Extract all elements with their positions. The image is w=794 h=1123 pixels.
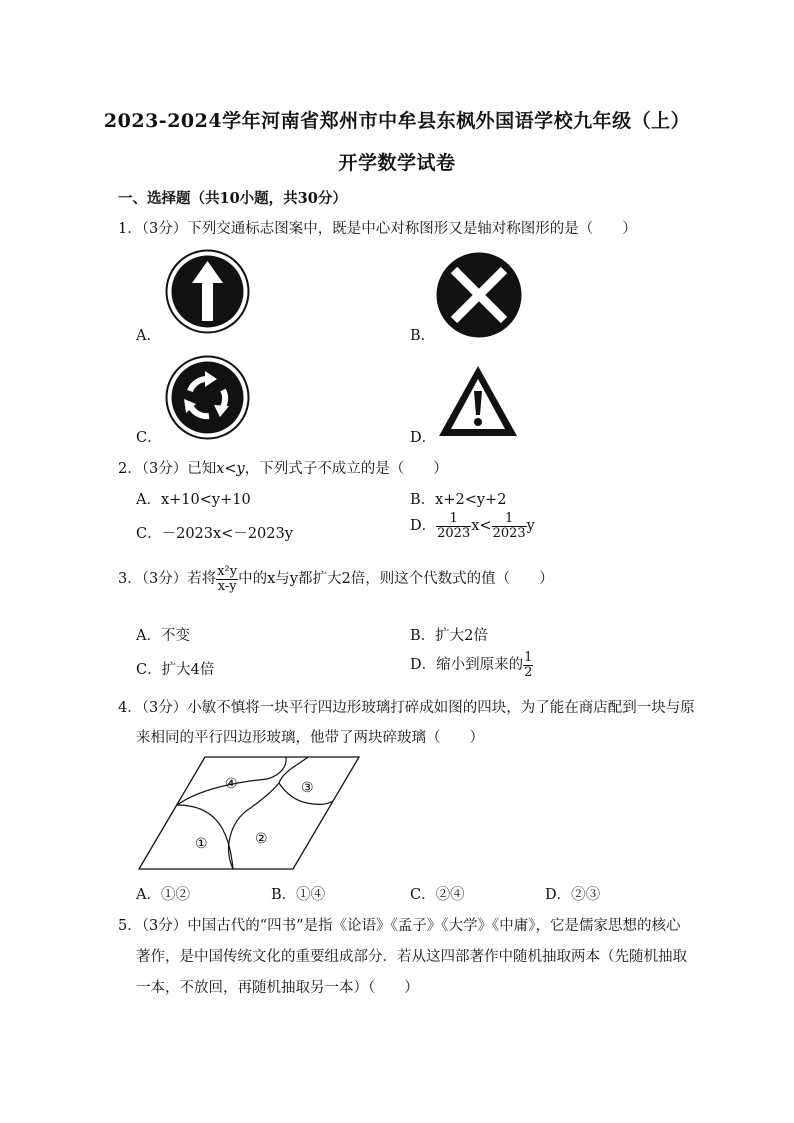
q4-option-c: C．②④ xyxy=(410,887,465,903)
q1-option-c-label: C． xyxy=(136,430,162,446)
q2-d-end: y xyxy=(526,518,535,535)
piece-3-label: ③ xyxy=(301,780,314,796)
no-stopping-x-sign-icon xyxy=(437,253,521,337)
q2-stem-post: ，下列式子不成立的是（ ） xyxy=(244,461,448,477)
q2-d-mid: x< xyxy=(471,518,492,535)
piece-1-label: ① xyxy=(195,836,208,852)
q2-option-a: A．x+10<y+10 xyxy=(136,492,251,508)
question-2-stem xyxy=(118,457,448,478)
q2-var-y: y xyxy=(236,461,245,477)
q2-stem-pre: 2．（3分）已知 xyxy=(118,461,217,477)
q4-option-a: A．①② xyxy=(136,887,190,903)
q4-option-b: B．①④ xyxy=(271,887,326,903)
question-5-line1: 5．（3分）中国古代的“四书”是指《论语》《孟子》《大学》《中庸》，它是儒家思想的核心 xyxy=(118,918,681,934)
piece-2-label: ② xyxy=(255,831,268,847)
q3-option-b: B．扩大2倍 xyxy=(410,628,488,644)
question-1-stem: 1．（3分）下列交通标志图案中，既是中心对称图形又是轴对称图形的是（ ） xyxy=(118,221,637,237)
q3-stem-pre: 3．（3分）若将 xyxy=(118,571,217,588)
q4-option-d: D．②③ xyxy=(545,887,601,903)
q3-option-a: A．不变 xyxy=(136,628,190,644)
q2-option-d xyxy=(410,512,535,540)
q2-lt: < xyxy=(224,461,237,477)
q2-option-b: B．x+2<y+2 xyxy=(410,492,507,508)
q2-option-c: C．－2023x<－2023y xyxy=(136,526,293,542)
q1-option-b-label: B． xyxy=(410,328,436,344)
q3-d-pre: D．缩小到原来的 xyxy=(410,657,524,674)
q3-d-fraction: $\frac{1}{2}$ xyxy=(524,650,533,680)
q2-d-fraction-1: $\frac{1}{2023}$ xyxy=(437,511,471,541)
question-5-line2: 著作，是中国传统文化的重要组成部分．若从这四部著作中随机抽取两本（先随机抽取 xyxy=(136,949,687,965)
q2-d-pre: D． xyxy=(410,518,437,535)
page-title: 2023-2024学年河南省郑州市中牟县东枫外国语学校九年级（上） xyxy=(103,110,691,132)
q3-fraction: $\frac{\text{x²y}}{x-y}$ xyxy=(217,564,238,594)
question-3-stem xyxy=(118,565,554,593)
question-4-stem-line1: 4．（3分）小敏不慎将一块平行四边形玻璃打碎成如图的四块，为了能在商店配到一块与原 xyxy=(118,700,695,716)
q1-option-d-label: D． xyxy=(410,430,437,446)
q2-var-x: x xyxy=(216,461,225,477)
q3-option-c: C．扩大4倍 xyxy=(136,662,215,678)
page-subtitle: 开学数学试卷 xyxy=(338,152,456,174)
roundabout-sign-icon xyxy=(165,355,250,440)
q3-stem-post: 中的x与y都扩大2倍，则这个代数式的值（ ） xyxy=(238,571,554,588)
piece-4-label: ④ xyxy=(225,776,238,792)
straight-arrow-sign-icon xyxy=(165,249,250,334)
question-4-stem-line2: 来相同的平行四边形玻璃，他带了两块碎玻璃（ ） xyxy=(136,730,484,746)
q3-option-d xyxy=(410,651,533,679)
section-heading: 一、选择题（共10小题，共30分） xyxy=(118,190,347,207)
broken-parallelogram-figure xyxy=(137,755,361,873)
warning-exclamation-sign-icon xyxy=(437,364,519,438)
question-5-line3: 一本，不放回，再随机抽取另一本）（ ） xyxy=(136,980,419,996)
q2-d-fraction-2: $\frac{1}{2023}$ xyxy=(492,511,526,541)
q1-option-a-label: A． xyxy=(136,328,161,344)
